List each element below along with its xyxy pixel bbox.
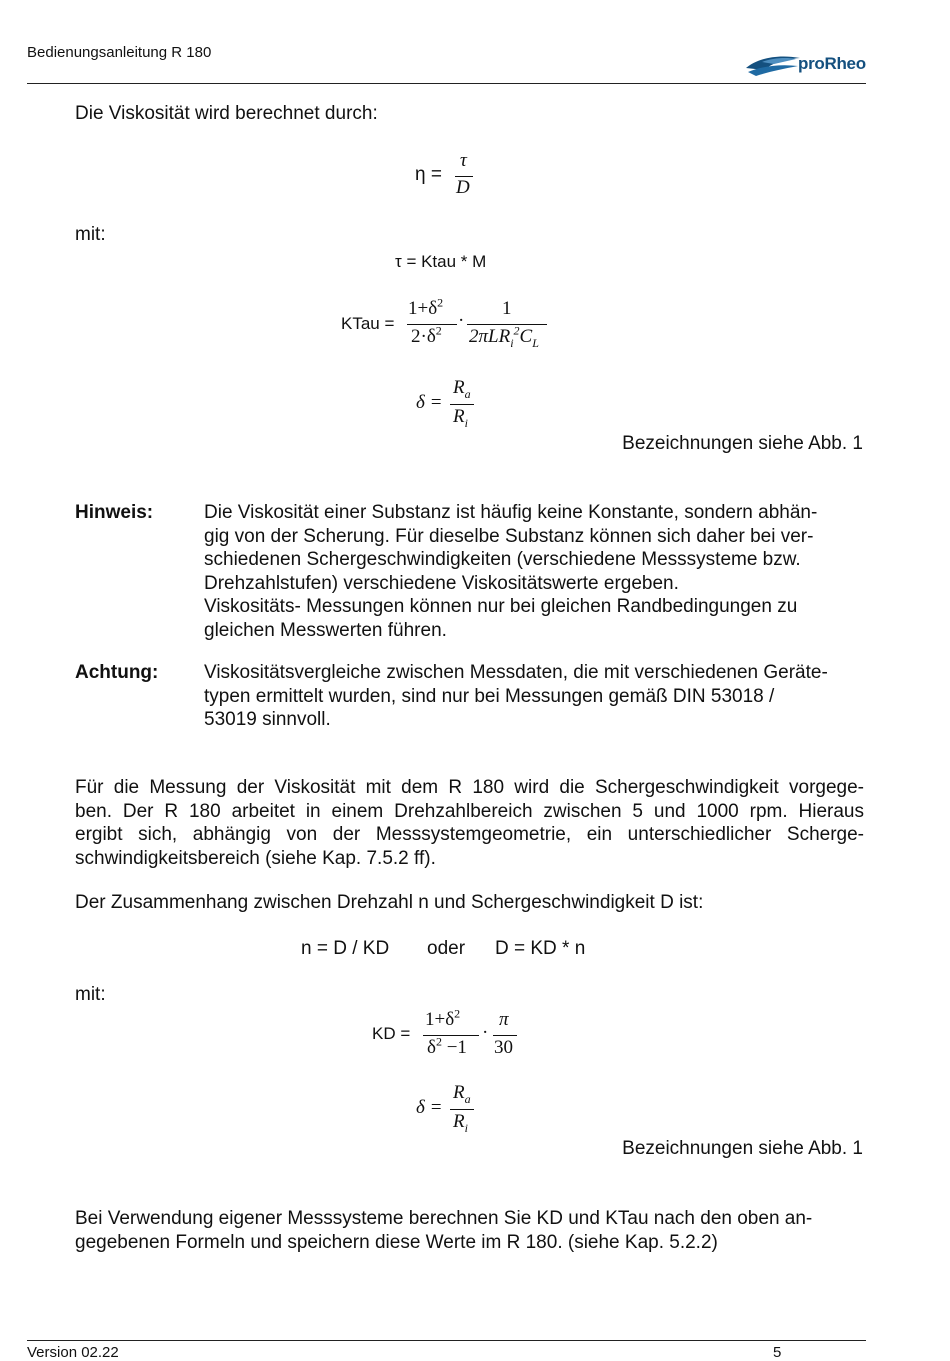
ktau-bar1 (407, 324, 457, 325)
kd-num1-base: 1+δ (425, 1009, 455, 1030)
ktau-den2-b: C (519, 326, 533, 347)
ktau-den2-sub: i (510, 335, 514, 350)
paragraph-line: ben. Der R 180 arbeitet in einem Drehzahlbereich zwischen 5 und 1000 rpm. Hieraus (75, 800, 864, 822)
ktau-bar2 (467, 324, 547, 325)
delta1-den-sub: i (464, 415, 468, 430)
footer-rule (27, 1340, 866, 1341)
ktau-den1-exp: 2 (435, 323, 442, 338)
eta-denominator: D (456, 177, 470, 198)
ktau-num1 (408, 295, 444, 320)
kd-num1-exp: 2 (454, 1006, 461, 1021)
kd-lhs: KD = (372, 1024, 411, 1043)
kd-num2: π (499, 1009, 509, 1030)
achtung-line: 53019 sinnvoll. (204, 709, 331, 730)
n-formula-oder: oder (427, 938, 466, 959)
ktau-den2-sup: 2 (513, 323, 520, 338)
delta1-lhs: δ = (416, 392, 443, 413)
paragraph-final (75, 1207, 864, 1254)
ktau-dot: · (458, 310, 465, 331)
page-number: 5 (773, 1344, 782, 1361)
delta2-num-sub: a (464, 1091, 471, 1106)
kd-formula (372, 1008, 532, 1068)
ktau-lhs: KTau = (341, 314, 395, 333)
zusammenhang-text: Der Zusammenhang zwischen Drehzahl n und Schergeschwindigkeit D ist: (75, 892, 704, 913)
delta-formula-1 (416, 376, 486, 432)
bezeichnungen-1: Bezeichnungen siehe Abb. 1 (622, 433, 863, 454)
ktau-num1-exp: 2 (437, 295, 444, 310)
header-title: Bedienungsanleitung R 180 (27, 44, 212, 61)
hinweis-line: Die Viskosität einer Substanz ist häufig keine Konstante, sondern abhän- (204, 502, 818, 523)
delta1-num-sub: a (464, 386, 471, 401)
hinweis-line: gleichen Messwerten führen. (204, 619, 447, 641)
hinweis-text (204, 501, 864, 642)
bezeichnungen-2: Bezeichnungen siehe Abb. 1 (622, 1138, 863, 1159)
ktau-den2-sub2: L (532, 335, 539, 350)
delta-formula-2 (416, 1081, 486, 1137)
kd-den1-tail: −1 (441, 1037, 467, 1058)
kd-num1 (425, 1006, 461, 1031)
paragraph-messung (75, 776, 864, 870)
delta2-den (453, 1111, 468, 1133)
logo-text: proRheo (798, 54, 866, 73)
mit-label-2: mit: (75, 984, 106, 1005)
ktau-formula (341, 294, 561, 358)
ktau-den1 (411, 323, 442, 348)
delta2-lhs: δ = (416, 1097, 443, 1118)
footer-version: Version 02.22 (27, 1344, 119, 1361)
eta-lhs: η = (415, 164, 442, 185)
achtung-line: typen ermittelt wurden, sind nur bei Messungen gemäß DIN 53018 / (204, 685, 775, 707)
delta1-num (453, 377, 471, 399)
header-rule (27, 83, 866, 84)
ktau-num2: 1 (502, 298, 512, 319)
tau-formula: τ = Ktau * M (395, 252, 487, 271)
ktau-den2 (469, 323, 539, 350)
kd-den1-base: δ (427, 1037, 436, 1058)
paragraph-line: Bei Verwendung eigener Messsysteme berechnen Sie KD und KTau nach den oben an- (75, 1208, 813, 1229)
kd-den1 (427, 1034, 467, 1059)
logo-swoosh-icon (744, 50, 804, 80)
ktau-den2-a: 2πLR (469, 326, 511, 347)
eta-numerator: τ (460, 150, 467, 171)
delta2-num-base: R (453, 1082, 465, 1103)
paragraph-line: Für die Messung der Viskosität mit dem R 180 wird die Schergeschwindigkeit vorgege- (75, 777, 864, 798)
kd-bar2 (493, 1035, 517, 1036)
paragraph-line: ergibt sich, abhängig von der Messsystemgeometrie, ein unterschiedlicher Scherge- (75, 824, 864, 845)
paragraph-line: gegebenen Formeln und speichern diese Werte im R 180. (siehe Kap. 5.2.2) (75, 1231, 718, 1253)
kd-bar1 (423, 1035, 479, 1036)
achtung-text (204, 661, 864, 732)
delta2-den-base: R (453, 1111, 465, 1132)
kd-den1-exp: 2 (435, 1034, 442, 1049)
achtung-line: Viskositätsvergleiche zwischen Messdaten, die mit verschiedenen Geräte- (204, 662, 828, 683)
hinweis-line: Drehzahlstufen) verschiedene Viskositätswerte ergeben. (204, 572, 679, 594)
delta2-bar (450, 1109, 474, 1110)
paragraph-line: schwindigkeitsbereich (siehe Kap. 7.5.2 ff). (75, 847, 436, 869)
kd-dot: · (482, 1022, 489, 1043)
mit-label-1: mit: (75, 224, 106, 245)
ktau-num1-base: 1+δ (408, 298, 438, 319)
hinweis-line: schiedenen Schergeschwindigkeiten (verschiedene Messsysteme bzw. (204, 549, 801, 570)
eta-formula (415, 150, 495, 202)
hinweis-line: Viskositäts- Messungen können nur bei gleichen Randbedingungen zu (204, 596, 798, 617)
prorheo-logo (744, 50, 874, 80)
delta1-den (453, 406, 468, 428)
ktau-den1-base: 2·δ (411, 326, 436, 347)
kd-den2: 30 (494, 1037, 513, 1058)
achtung-label: Achtung: (75, 662, 159, 683)
delta1-bar (450, 404, 474, 405)
delta2-den-sub: i (464, 1120, 468, 1135)
delta1-num-base: R (453, 377, 465, 398)
hinweis-line: gig von der Scherung. Für dieselbe Substanz können sich daher bei ver- (204, 525, 814, 547)
intro-text: Die Viskosität wird berechnet durch: (75, 103, 378, 124)
delta1-den-base: R (453, 406, 465, 427)
n-formula-right: D = KD * n (495, 938, 586, 959)
delta2-num (453, 1082, 471, 1104)
hinweis-label: Hinweis: (75, 502, 154, 523)
n-formula-left: n = D / KD (301, 938, 390, 959)
